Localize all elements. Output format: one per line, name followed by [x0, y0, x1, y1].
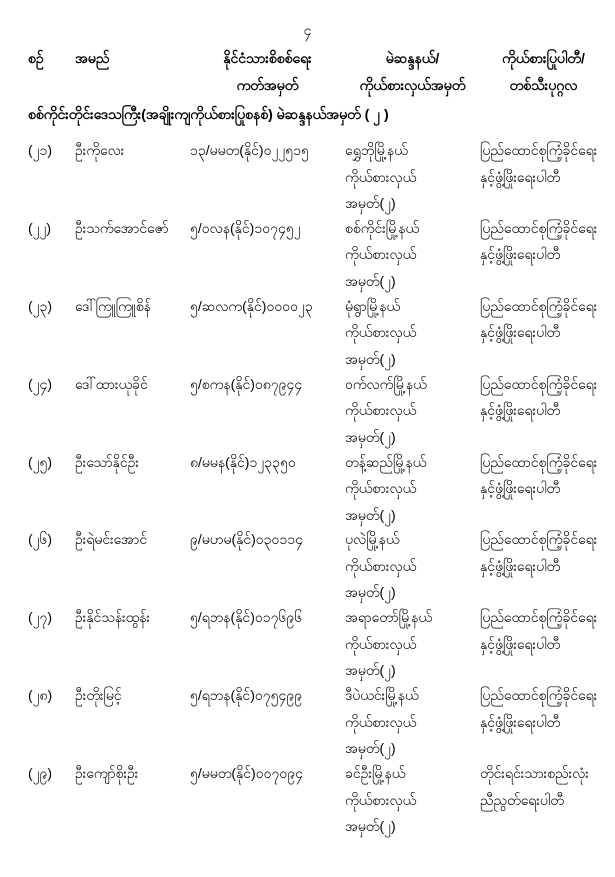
constituency-township: တန့်ဆည်မြို့နယ် — [345, 453, 427, 470]
row-party — [480, 604, 607, 657]
row-constituency — [345, 215, 480, 295]
page-number: ၄ — [303, 22, 312, 38]
table-row — [28, 449, 607, 527]
constituency-line3: အမှတ်(၂) — [345, 818, 396, 835]
constituency-township: အရာတော်မြို့နယ် — [345, 609, 432, 626]
party-line2: နှင့်ဖွံ့ဖြိုးရေးပါတီ — [480, 246, 561, 263]
party-line1: ပြည်ထောင်စုကြံ့ခိုင်ရေး — [480, 687, 598, 704]
row-name: ဦးကျော်စိုးဦး — [75, 765, 139, 782]
constituency-line2: ကိုယ်စားလှယ် — [345, 168, 417, 185]
row-name: ဒေါ်ထားယုခိုင် — [75, 375, 148, 392]
section-title: စစ်ကိုင်းတိုင်းဒေသကြီး(အချိုးကျကိုယ်စားပြုစနစ်) မဲဆန္ဒနယ်အမှတ် ( ၂ ) — [28, 106, 389, 122]
table-row — [28, 760, 607, 838]
constituency-township: ပုလဲမြို့နယ် — [345, 531, 400, 548]
row-party — [480, 682, 607, 735]
party-line2: ညီညွတ်ရေးပါတီ — [480, 791, 564, 808]
row-constituency — [345, 137, 480, 217]
header-party-line2: တစ်သီးပုဂ္ဂလ — [509, 77, 578, 93]
row-name: ဦးကိုလေး — [75, 142, 125, 158]
row-party — [480, 137, 607, 190]
row-serial: (၂၂) — [28, 219, 52, 236]
table-row — [28, 293, 607, 371]
row-serial: (၂၇) — [28, 609, 53, 626]
header-constituency — [345, 45, 480, 99]
row-constituency — [345, 682, 480, 762]
row-constituency — [345, 293, 480, 373]
row-name: ဦးသော်နိုင်ဦး — [75, 453, 139, 470]
constituency-township: ဝက်လက်မြို့နယ် — [345, 375, 427, 392]
row-nrc: ၈/မမန(နိုင်)၁၂၃၃၅၀ — [190, 453, 296, 470]
row-name: ဦးနိုင်သန်းထွန်း — [75, 609, 150, 626]
row-constituency — [345, 604, 480, 684]
party-line1: ပြည်ထောင်စုကြံ့ခိုင်ရေး — [480, 219, 598, 236]
row-serial: (၂၆) — [28, 531, 53, 548]
row-name: ဦးသက်အောင်ဇော် — [75, 219, 169, 236]
header-nrc — [190, 45, 345, 99]
party-line2: နှင့်ဖွံ့ဖြိုးရေးပါတီ — [480, 480, 561, 497]
table-row — [28, 604, 607, 682]
row-nrc: ၅/ရဘန(နိုင်)၀၇၅၄၉၉ — [190, 687, 303, 704]
row-serial: (၂၃) — [28, 297, 53, 314]
party-line2: နှင့်ဖွံ့ဖြိုးရေးပါတီ — [480, 402, 561, 419]
party-line1: ပြည်ထောင်စုကြံ့ခိုင်ရေး — [480, 531, 598, 548]
constituency-line3: အမှတ်(၂) — [345, 428, 396, 445]
table-row — [28, 526, 607, 604]
table-body — [28, 137, 607, 838]
constituency-township: စစ်ကိုင်းမြို့နယ် — [345, 219, 420, 236]
constituency-line3: အမှတ်(၂) — [345, 662, 396, 679]
row-name: ဦးရဲမင်းအောင် — [75, 531, 148, 548]
row-serial: (၂၉) — [28, 765, 53, 782]
constituency-township: ခင်ဦးမြို့နယ် — [345, 765, 406, 782]
row-serial: (၂၅) — [28, 453, 53, 470]
party-line1: ပြည်ထောင်စုကြံ့ခိုင်ရေး — [480, 297, 598, 314]
row-constituency — [345, 760, 480, 840]
constituency-line2: ကိုယ်စားလှယ် — [345, 402, 417, 419]
party-line1: ပြည်ထောင်စုကြံ့ခိုင်ရေး — [480, 453, 598, 470]
row-nrc: ၅/စကန(နိုင်)၀၈၇၉၄၄ — [190, 375, 303, 392]
party-line1: ပြည်ထောင်စုကြံ့ခိုင်ရေး — [480, 375, 598, 392]
row-nrc: ၁၃/မမတ(နိုင်)၀၂၂၅၁၅ — [190, 142, 309, 158]
header-constituency-line1: မဲဆန္ဒနယ်/ — [385, 50, 440, 66]
row-constituency — [345, 449, 480, 529]
row-nrc: ၅/မမတ(နိုင်)၀၀၇၀၉၄ — [190, 765, 303, 782]
constituency-line2: ကိုယ်စားလှယ် — [345, 246, 417, 263]
table-header — [28, 45, 607, 99]
constituency-township: ရွှေဘိုမြို့နယ် — [345, 142, 408, 158]
party-line2: နှင့်ဖွံ့ဖြိုးရေးပါတီ — [480, 713, 561, 730]
party-line1: ပြည်ထောင်စုကြံ့ခိုင်ရေး — [480, 142, 598, 158]
constituency-line3: အမှတ်(၂) — [345, 195, 396, 211]
row-party — [480, 215, 607, 268]
row-party — [480, 760, 607, 813]
constituency-line2: ကိုယ်စားလှယ် — [345, 713, 417, 730]
party-line2: နှင့်ဖွံ့ဖြိုးရေးပါတီ — [480, 168, 561, 185]
constituency-line3: အမှတ်(၂) — [345, 506, 396, 523]
row-serial: (၂၄) — [28, 375, 53, 392]
row-serial: (၂၈) — [28, 687, 53, 704]
table-row — [28, 371, 607, 449]
row-nrc: ၅/ရဘန(နိုင်)၀၁၇၆၉၆ — [190, 609, 303, 626]
row-serial: (၂၁) — [28, 142, 53, 158]
constituency-line2: ကိုယ်စားလှယ် — [345, 635, 417, 652]
row-nrc: ၅/ဝလန(နိုင်)၁၀၇၄၅၂ — [190, 219, 301, 236]
header-party — [480, 45, 607, 99]
row-name: ဦးတိုးမြင့် — [75, 687, 122, 704]
table-row — [28, 215, 607, 293]
constituency-line3: အမှတ်(၂) — [345, 584, 396, 601]
constituency-line2: ကိုယ်စားလှယ် — [345, 557, 417, 574]
row-party — [480, 526, 607, 579]
header-party-line1: ကိုယ်စားပြုပါတီ/ — [502, 50, 585, 66]
row-party — [480, 293, 607, 346]
header-nrc-line2: ကတ်အမှတ် — [236, 77, 299, 93]
constituency-township: ဒီပဲယင်းမြို့နယ် — [345, 687, 419, 704]
party-line1: တိုင်းရင်းသားစည်းလုံး — [480, 765, 589, 782]
constituency-line2: ကိုယ်စားလှယ် — [345, 324, 417, 341]
row-party — [480, 371, 607, 424]
party-line2: နှင့်ဖွံ့ဖြိုးရေးပါတီ — [480, 324, 561, 341]
constituency-line2: ကိုယ်စားလှယ် — [345, 791, 417, 808]
header-serial: စဉ် — [28, 50, 44, 66]
header-nrc-line1: နိုင်ငံသားစိစစ်ရေး — [223, 50, 312, 66]
constituency-line3: အမှတ်(၂) — [345, 740, 396, 757]
party-line2: နှင့်ဖွံ့ဖြိုးရေးပါတီ — [480, 557, 561, 574]
table-row — [28, 137, 607, 215]
row-party — [480, 449, 607, 502]
constituency-line3: အမှတ်(၂) — [345, 272, 396, 289]
header-constituency-line2: ကိုယ်စားလှယ်အမှတ် — [359, 77, 466, 93]
constituency-line2: ကိုယ်စားလှယ် — [345, 480, 417, 497]
party-line1: ပြည်ထောင်စုကြံ့ခိုင်ရေး — [480, 609, 598, 626]
constituency-township: မုံရွာမြို့နယ် — [345, 297, 401, 314]
constituency-line3: အမှတ်(၂) — [345, 350, 396, 367]
row-name: ဒေါ်ကြူကြူစိန် — [75, 297, 151, 314]
header-name: အမည် — [75, 50, 110, 66]
row-nrc: ၉/မဟမ(နိုင်)၀၃၀၁၁၄ — [190, 531, 304, 548]
table-row — [28, 682, 607, 760]
row-nrc: ၅/ဆလက(နိုင်)၀၀၀၀၂၃ — [190, 297, 313, 314]
party-line2: နှင့်ဖွံ့ဖြိုးရေးပါတီ — [480, 635, 561, 652]
row-constituency — [345, 371, 480, 451]
row-constituency — [345, 526, 480, 606]
